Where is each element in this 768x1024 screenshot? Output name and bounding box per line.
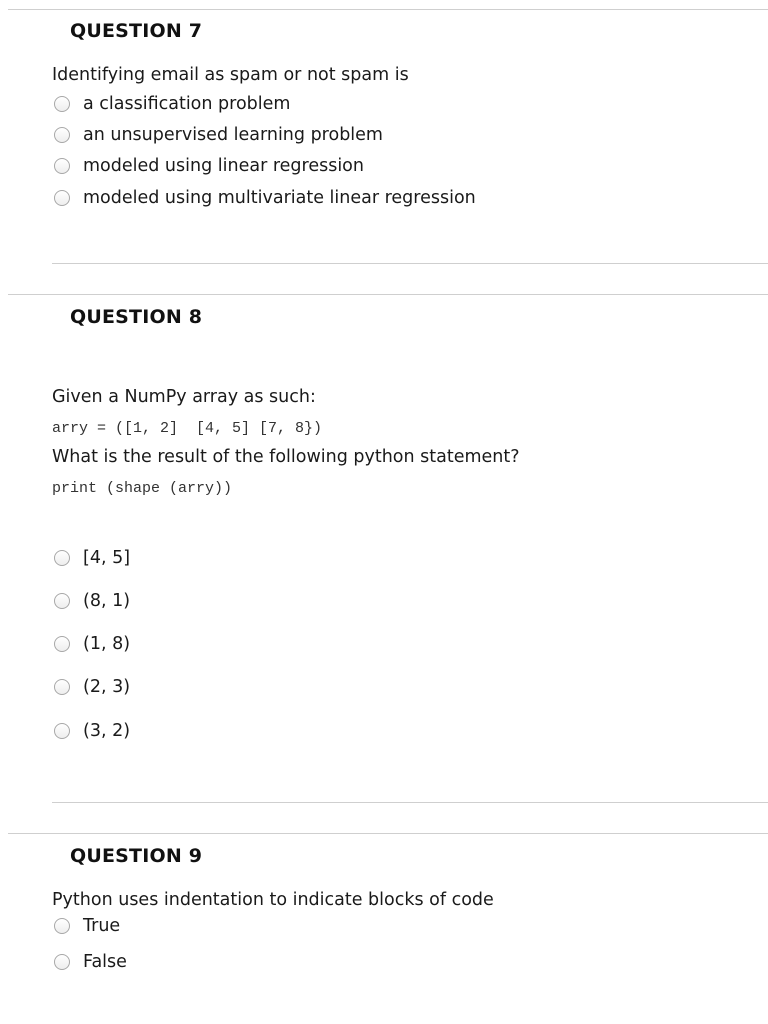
divider xyxy=(8,9,768,10)
question-7-title: QUESTION 7 xyxy=(70,20,203,42)
radio-button[interactable] xyxy=(54,679,70,695)
divider xyxy=(8,294,768,295)
divider xyxy=(8,833,768,834)
question-8-code-array: arry = ([1, 2] [4, 5] [7, 8}) xyxy=(52,420,323,437)
question-7-stem: Identifying email as spam or not spam is xyxy=(52,65,409,85)
q8-option-2[interactable] xyxy=(54,589,130,613)
question-8-code-statement: print (shape (arry)) xyxy=(52,480,233,497)
option-label: (3, 2) xyxy=(83,721,131,741)
q7-option-4[interactable] xyxy=(54,186,476,210)
radio-button[interactable] xyxy=(54,636,70,652)
option-label: a classification problem xyxy=(83,94,291,114)
question-9-title: QUESTION 9 xyxy=(70,845,203,867)
divider xyxy=(52,263,768,264)
radio-button[interactable] xyxy=(54,96,70,112)
q7-option-1[interactable] xyxy=(54,92,290,116)
question-8-stem: Given a NumPy array as such: xyxy=(52,387,316,407)
option-label: True xyxy=(83,916,121,936)
radio-button[interactable] xyxy=(54,593,70,609)
question-8-title: QUESTION 8 xyxy=(70,306,203,328)
divider xyxy=(52,802,768,803)
option-label: (1, 8) xyxy=(83,634,131,654)
radio-button[interactable] xyxy=(54,918,70,934)
q8-option-3[interactable] xyxy=(54,632,130,656)
option-label: (2, 3) xyxy=(83,677,131,697)
option-label: modeled using multivariate linear regression xyxy=(83,188,476,208)
radio-button[interactable] xyxy=(54,550,70,566)
question-8-stem-2: What is the result of the following python statement? xyxy=(52,447,520,467)
q8-option-4[interactable] xyxy=(54,675,130,699)
option-label: an unsupervised learning problem xyxy=(83,125,383,145)
radio-button[interactable] xyxy=(54,723,70,739)
question-9-stem: Python uses indentation to indicate blocks of code xyxy=(52,890,494,910)
q9-option-true[interactable] xyxy=(54,914,120,938)
q7-option-3[interactable] xyxy=(54,154,364,178)
option-label: [4, 5] xyxy=(83,548,131,568)
option-label: False xyxy=(83,952,127,972)
option-label: (8, 1) xyxy=(83,591,131,611)
radio-button[interactable] xyxy=(54,127,70,143)
q8-option-1[interactable] xyxy=(54,546,130,570)
option-label: modeled using linear regression xyxy=(83,156,364,176)
radio-button[interactable] xyxy=(54,954,70,970)
q8-option-5[interactable] xyxy=(54,719,130,743)
q9-option-false[interactable] xyxy=(54,950,127,974)
radio-button[interactable] xyxy=(54,190,70,206)
radio-button[interactable] xyxy=(54,158,70,174)
q7-option-2[interactable] xyxy=(54,123,383,147)
